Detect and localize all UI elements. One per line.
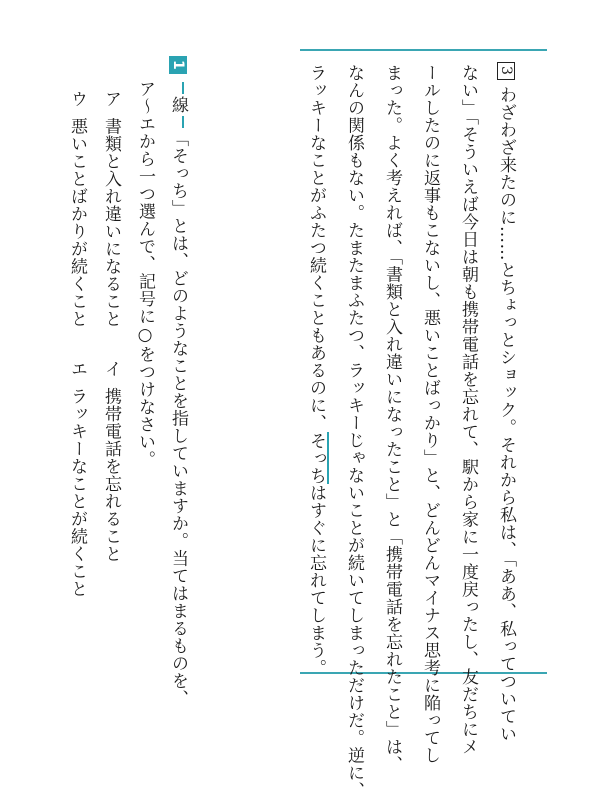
passage-column-3 (420, 64, 440, 764)
choice-e[interactable] (67, 360, 87, 598)
underline-marker-icon (182, 82, 184, 94)
question-line-1 (168, 56, 188, 707)
passage-column-5 (344, 64, 364, 799)
choice-u-mark[interactable]: ウ (67, 90, 87, 108)
passage-text-5: なんの関係もない。たまたまふたつ、ラッキーじゃないことが続いてしまっただけだ。逆に、 (344, 64, 364, 799)
question-number-badge: 1 (169, 56, 187, 74)
choice-i[interactable] (101, 360, 121, 563)
choice-i-text: 携帯電話を忘れること (101, 387, 121, 563)
question-text-2: ア〜エから一つ選んで、記号に○をつけなさい。 (135, 80, 155, 468)
choice-e-mark[interactable]: エ (67, 360, 87, 378)
passage-column-6 (306, 64, 326, 677)
choice-e-text: ラッキーなことが続くこと (67, 387, 87, 598)
passage-text-2: ない」「そういえば今日は朝も携帯電話を忘れて、駅から家に一度戻ったし、友だちにメ (458, 64, 478, 756)
passage-column-4 (382, 64, 402, 773)
passage-text-1: わざわざ来たのに……とちょっとショック。それから私は、「ああ、私ってついてい (496, 86, 516, 743)
question-line-2 (135, 80, 155, 468)
question-text-1: 「そっち」とは、どのようなことを指していますか。当てはまるものを、 (168, 129, 188, 707)
underline-marker-icon-2 (182, 116, 184, 128)
passage-column-2 (458, 64, 478, 756)
question-line-label: 線 (168, 96, 188, 114)
choice-i-mark[interactable]: イ (101, 360, 121, 378)
choice-u[interactable] (67, 90, 87, 328)
choice-a-text: 書類と入れ違いになること (101, 117, 121, 328)
passage-number: 3 (497, 62, 515, 80)
passage-text-4: まった。よく考えれば、「書類と入れ違いになったこと」と「携帯電話を忘れたこと」は、 (382, 64, 402, 773)
passage-text-3: ールしたのに返事もこないし、悪いことばっかり」と、どんどんマイナス思考に陥ってし (420, 64, 440, 764)
choice-u-text: 悪いことばかりが続くこと (67, 117, 87, 328)
passage-text-6a: ラッキーなことがふたつ続くこともあるのに、 (306, 64, 326, 432)
choice-a[interactable] (101, 90, 121, 328)
passage-text-6b: はすぐに忘れてしまう。 (306, 484, 326, 677)
underlined-sotchi: そっち (306, 432, 329, 485)
passage-top-rule (300, 49, 547, 51)
choice-a-mark[interactable]: ア (101, 90, 121, 108)
passage-column-1 (496, 62, 516, 743)
